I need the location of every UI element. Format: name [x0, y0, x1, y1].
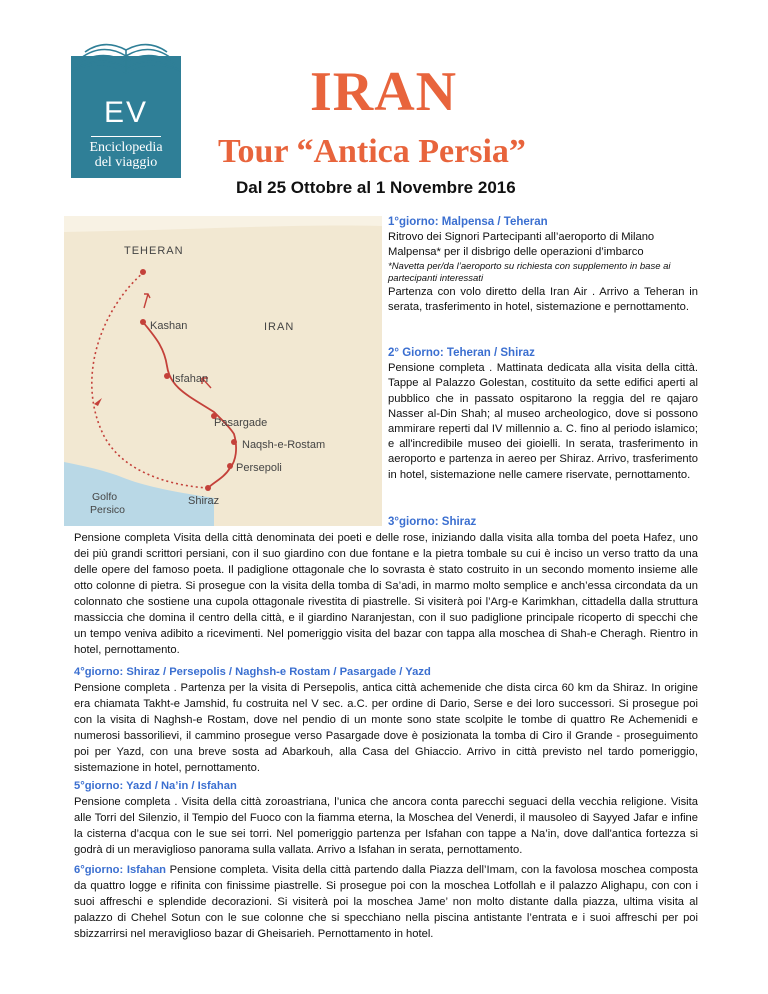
city-dot-shiraz: [205, 485, 211, 491]
city-dot-persepoli: [227, 463, 233, 469]
map-label-teheran: TEHERAN: [124, 245, 184, 257]
map-label-shiraz: Shiraz: [188, 495, 220, 507]
map-label-kashan: Kashan: [150, 320, 188, 332]
day5-text: Pensione completa . Visita della città zoroastriana, l’unica che ancora conta parecchi seguaci della vecchia religione. Visita alle Torri del Silenzio, il Tempio del Fuoco con la fiamma eterna, la Moschea del Venerdi, il mausoleo di Sayyed Jafar e infine la cisterna d’acqua con le sue sei torri. Nel pomeriggio partenza per Isfahan con tappe a Na’in, dove dall'antica fortezza si godrà di un meraviglioso panorama sulla vallata. Arrivo a Isfahan in serata, pernottamento.: [74, 796, 698, 856]
day2-heading: 2° Giorno: Teheran / Shiraz: [388, 347, 535, 359]
day2-text: Pensione completa . Mattinata dedicata alla visita della città. Tappe al Palazzo Golestan, costituito da sette edifici aperti al pubblico che in passato ospitarono la reggia del re qajaro Nasser al-Din Shah; al museo archeologico, dove si possono ammirare reperti dal IV millennio a. C. fino al periodo islamico; e all'incredibile museo dei gioielli. In serata, trasferimento in aeroporto e partenza in aereo per Shiraz. Arrivo, trasferimento in hotel, sistemazione nelle camere riservate, pernottamento.: [388, 362, 698, 481]
logo-divider: [91, 136, 161, 137]
day3-heading: 3°giorno: Shiraz: [388, 516, 477, 528]
city-dot-teheran: [140, 269, 146, 275]
logo: [71, 56, 181, 178]
logo-name: [71, 140, 181, 170]
day1-heading: 1°giorno: Malpensa / Teheran: [388, 216, 548, 228]
map-label-isfahan: Isfahan: [172, 373, 209, 385]
map-label-iran: IRAN: [264, 321, 295, 333]
day1-text1: Ritrovo dei Signori Partecipanti all’aeroporto di Milano Malpensa* per il disbrigo delle operazioni d’imbarco: [388, 231, 655, 259]
city-dot-isfahan: [164, 373, 170, 379]
map-label-persico: Persico: [90, 504, 126, 516]
map-label-pasargade: Pasargade: [214, 417, 268, 429]
map-label-naqsh: Naqsh-e-Rostam: [242, 439, 326, 451]
city-dot-kashan: [140, 319, 146, 325]
tour-dates: Dal 25 Ottobre al 1 Novembre 2016: [236, 178, 516, 197]
logo-name-line1: Enciclopedia: [89, 140, 163, 155]
logo-name-line2: del viaggio: [94, 155, 158, 170]
day4-heading: 4°giorno: Shiraz / Persepolis / Naghsh-e Rostam / Pasargade / Yazd: [74, 666, 431, 678]
day5-heading: 5°giorno: Yazd / Na’in / Isfahan: [74, 780, 237, 792]
day6-heading: 6°giorno: Isfahan: [74, 864, 167, 876]
city-dot-naqsh: [231, 439, 237, 445]
day1-text2: Partenza con volo diretto della Iran Air . Arrivo a Teheran in serata, trasferimento in hotel, sistemazione e pernottamento.: [388, 285, 698, 313]
day6-section: [74, 862, 698, 942]
day4-text: Pensione completa . Partenza per la visita di Persepolis, antica città achemenide che dista circa 60 km da Shiraz. In origine era chiamata Takht-e Jamshid, fu costruita nel V sec. a.C. per ordine di Dario, Serse e dei loro successori. Si prosegue poi con la visita di Naghsh-e Rostam, dove nel pendio di un monte sono state scolpite le tombe di quattro Re Achemenidi e numerosi bassorilievi, il cammino prosegue verso Pasargade dove è posizionata la tomba di Ciro il Grande - proseguimento poi per Yazd, con una breve sosta ad Abarkouh, alla Casa del Ghiaccio. Arrivo in città previsto nel tardo pomeriggio, sistemazione in hotel, pernottamento.: [74, 682, 698, 774]
map-label-persepoli: Persepoli: [236, 462, 282, 474]
day6-text: Pensione completa. Visita della città partendo dalla Piazza dell’Imam, con la favolosa moschea composta da quattro logge e rifinita con finissime piastrelle. Si prosegue poi con la moschea Lotfollah e il palazzo Alighapu, con con i suoi affreschi e splendide decorazioni. Si visiterà poi la moschea Jame’ non molto distante dalla piazza, ultima visita al palazzo di Chehel Sotun con le sue colonne che si specchiano nella piscina antistante l’entrata e i suoi affreschi per poi sbizzarrirsi nel meraviglioso bazar di Gheisarieh. Pernottamento in hotel.: [74, 864, 699, 940]
day3-text: Pensione completa Visita della città denominata dei poeti e delle rose, iniziando dalla visita alla tomba del poeta Hafez, uno dei più grandi scrittori persiani, con il suo giardino con due fontane e la pietra tombale su cui è inciso un verso tratto da una delle opere del famoso poeta. Il padiglione ottagonale che lo sovrasta è stato costruito in un secondo momento insieme alle otto colonne di pietra. Si prosegue con la visita della tomba di Sa’adi, in marmo molto semplice e anch’essa circondata da un colonnato che sostiene una cupola ottagonale rivestita di piastrelle. Si visiterà poi l’Arg-e Karimkhan, cittadella dalla struttura massiccia che domina il centro della città, e il giardino Naranjestan, con il suo padiglione principale ricoperto di specchi che un tempo veniva adibito a ricevimenti. Nel pomeriggio visita del bazar con tappa alla moschea di Shah-e Cheragh. Rientro in hotel, pernottamento.: [74, 532, 698, 656]
day2-section: [388, 346, 698, 483]
day4-section: [74, 664, 698, 776]
page-subtitle: Tour “Antica Persia”: [218, 133, 526, 170]
day1-section: [388, 215, 698, 315]
day5-section: [74, 778, 698, 858]
page-title: IRAN: [310, 61, 458, 123]
map-label-golfo: Golfo: [92, 491, 118, 503]
open-book-icon: [63, 30, 189, 84]
logo-initials: EV: [103, 96, 149, 129]
route-map: [64, 216, 382, 526]
day1-note: *Navetta per/da l’aeroporto su richiesta con supplemento in base ai partecipanti interessati: [388, 260, 671, 284]
